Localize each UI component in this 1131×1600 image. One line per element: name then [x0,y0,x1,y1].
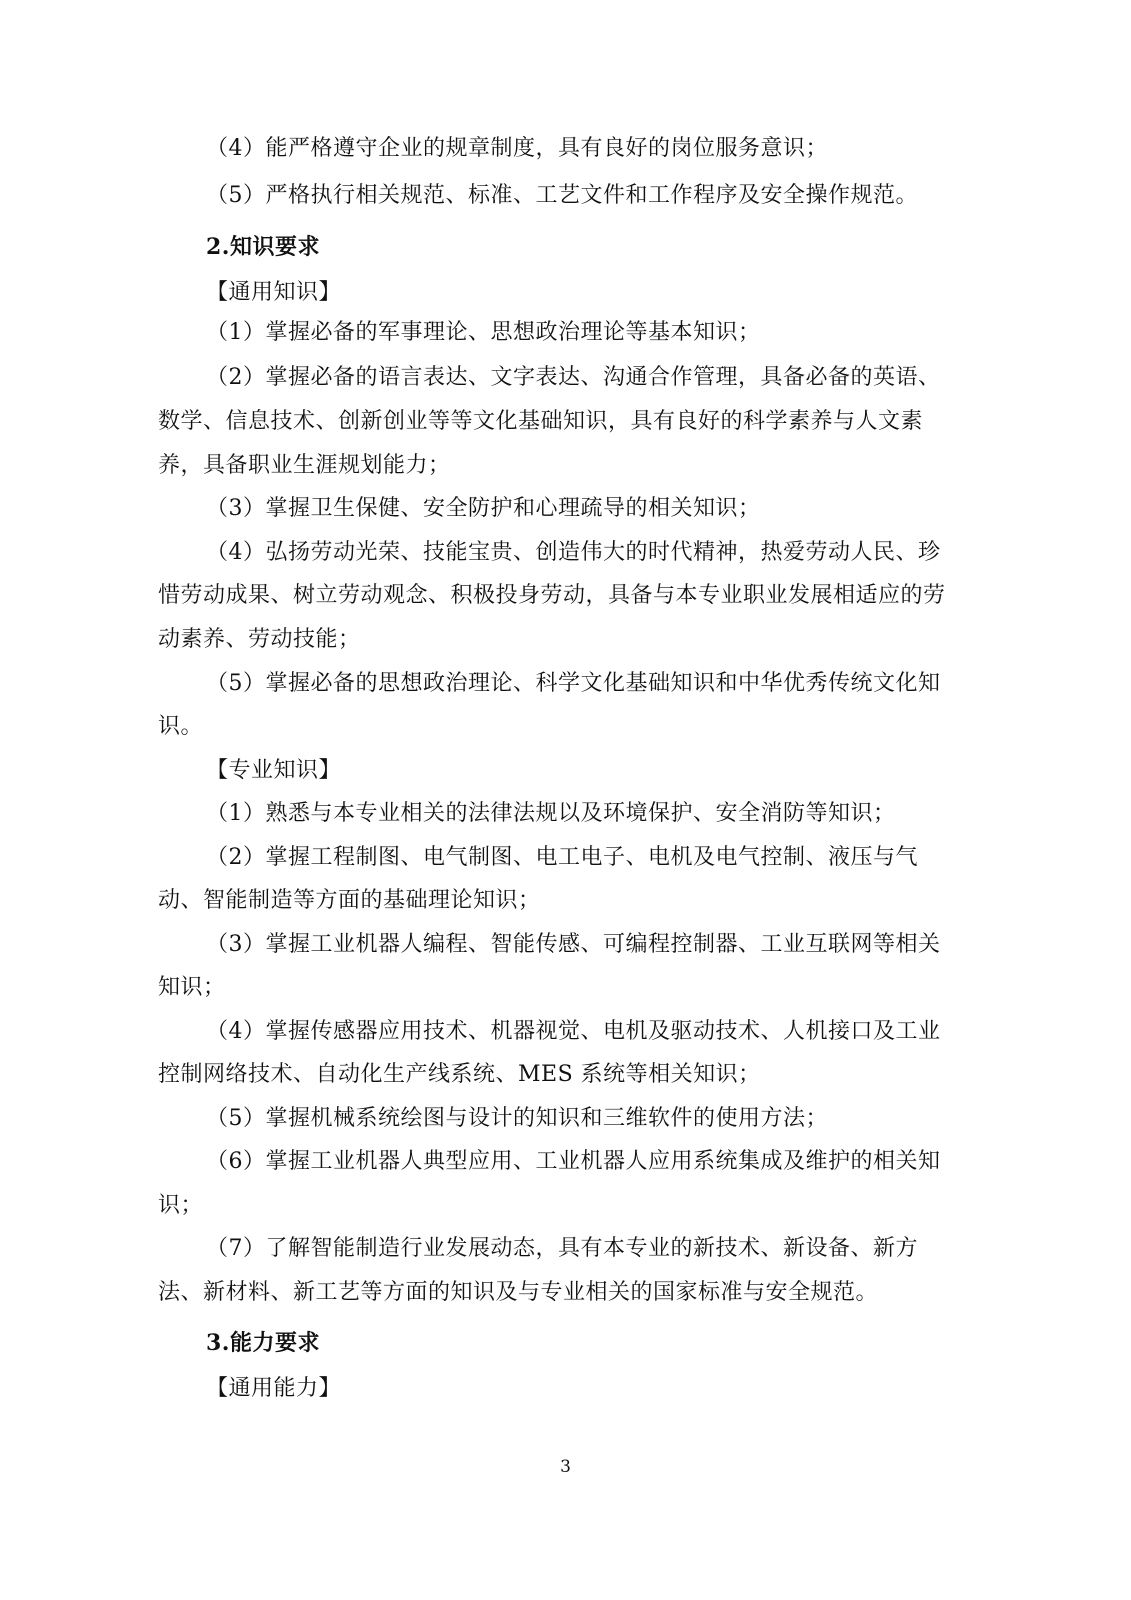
text-line: 【专业知识】 [206,758,342,783]
text-line: 法、新材料、新工艺等方面的知识及与专业相关的国家标准与安全规范。 [158,1280,879,1305]
text-line: （6）掌握工业机器人典型应用、工业机器人应用系统集成及维护的相关知 [206,1149,941,1174]
text-line: （5）掌握机械系统绘图与设计的知识和三维软件的使用方法； [206,1106,828,1131]
text-line: （2）掌握必备的语言表达、文字表达、沟通合作管理，具备必备的英语、 [206,365,941,390]
text-line: （7）了解智能制造行业发展动态，具有本专业的新技术、新设备、新方 [206,1236,918,1261]
text-line: （4）能严格遵守企业的规章制度，具有良好的岗位服务意识； [206,136,828,161]
text-line: 养，具备职业生涯规划能力； [158,453,451,478]
text-line: （1）熟悉与本专业相关的法律法规以及环境保护、安全消防等知识； [206,801,896,826]
text-line: 【通用能力】 [206,1376,342,1401]
text-line: 识。 [158,714,204,739]
text-line: （3）掌握工业机器人编程、智能传感、可编程控制器、工业互联网等相关 [206,932,941,957]
text-line: 知识； [158,975,226,1000]
text-line: （5）掌握必备的思想政治理论、科学文化基础知识和中华优秀传统文化知 [206,671,941,696]
section-heading: 3.能力要求 [206,1330,320,1356]
section-heading: 2.知识要求 [206,234,320,260]
text-line: （3）掌握卫生保健、安全防护和心理疏导的相关知识； [206,496,761,521]
text-line: 动、智能制造等方面的基础理论知识； [158,888,541,913]
text-line: 【通用知识】 [206,280,342,305]
text-line: （4）掌握传感器应用技术、机器视觉、电机及驱动技术、人机接口及工业 [206,1019,941,1044]
page-number: 3 [560,1457,571,1477]
text-line: （1）掌握必备的军事理论、思想政治理论等基本知识； [206,320,761,345]
text-line: 控制网络技术、自动化生产线系统、MES 系统等相关知识； [158,1062,761,1087]
text-line: （4）弘扬劳动光荣、技能宝贵、创造伟大的时代精神，热爱劳动人民、珍 [206,540,941,565]
text-line: 惜劳动成果、树立劳动观念、积极投身劳动，具备与本专业职业发展相适应的劳 [158,583,946,608]
text-line: 识； [158,1193,204,1218]
text-line: （2）掌握工程制图、电气制图、电工电子、电机及电气控制、液压与气 [206,845,918,870]
text-line: （5）严格执行相关规范、标准、工艺文件和工作程序及安全操作规范。 [206,183,918,208]
text-line: 动素养、劳动技能； [158,627,361,652]
text-line: 数学、信息技术、创新创业等等文化基础知识，具有良好的科学素养与人文素 [158,409,924,434]
